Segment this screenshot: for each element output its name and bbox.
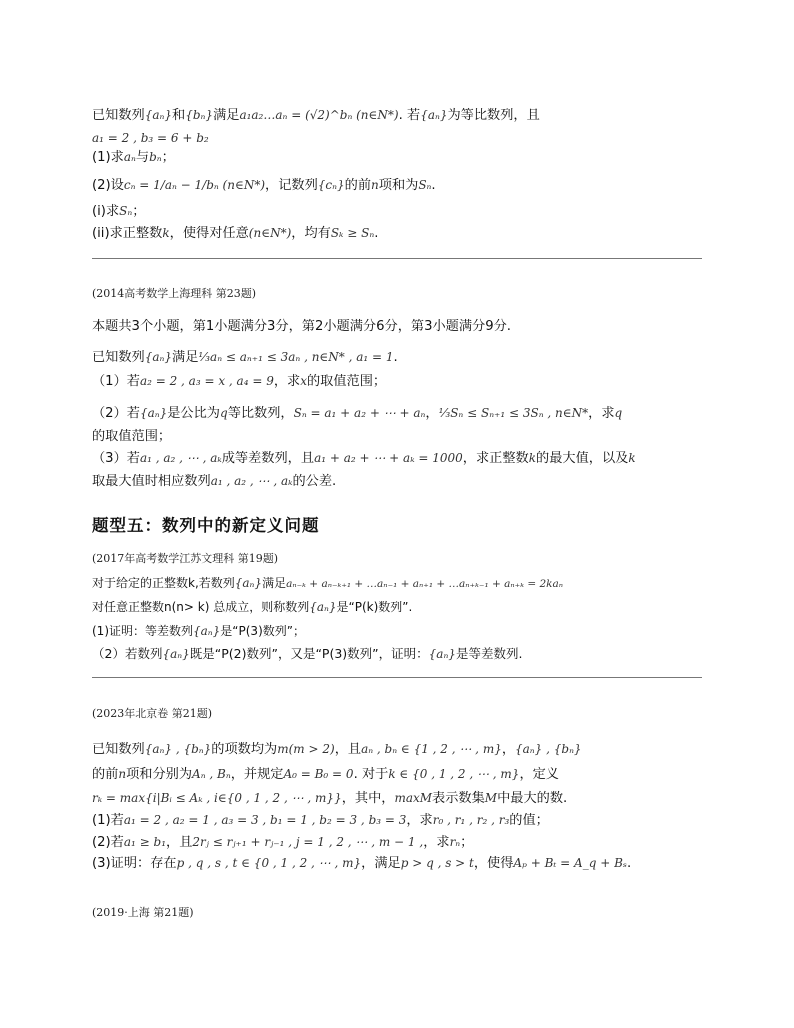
p3-line2: 对任意正整数n(n> k) 总成立，则称数列{aₙ}是“P(k)数列”. (92, 600, 413, 614)
p3-line1: 对于给定的正整数k,若数列{aₙ}满足aₙ₋ₖ + aₙ₋ₖ₊₁ + …aₙ₋₁ + aₙ₊₁ + …aₙ₊ₖ₋₁ + aₙ₊ₖ = 2kaₙ (92, 576, 564, 590)
p2-line4: （2）若{aₙ}是公比为q等比数列，Sₙ = a₁ + a₂ + ⋯ + aₙ，⅓Sₙ ≤ Sₙ₊₁ ≤ 3Sₙ , n∈N*，求q (92, 406, 623, 421)
p3-source: (2017年高考数学江苏文理科 第19题) (92, 552, 279, 565)
p2-line2: 已知数列{aₙ}满足⅓aₙ ≤ aₙ₊₁ ≤ 3aₙ , n∈N* , a₁ = 1. (92, 350, 398, 365)
p1-line3: (1)求aₙ与bₙ； (92, 150, 175, 165)
p1-line6: (ii)求正整数k，使得对任意(n∈N*)，均有Sₖ ≥ Sₙ. (92, 226, 379, 241)
p5-source: (2019·上海 第21题) (92, 906, 194, 919)
p2-line3: （1）若a₂ = 2 , a₃ = x , a₄ = 9，求x的取值范围； (92, 374, 387, 389)
p2-line7: 取最大值时相应数列a₁ , a₂ , ⋯ , aₖ的公差. (92, 474, 337, 489)
p3-line4: （2）若数列{aₙ}既是“P(2)数列”，又是“P(3)数列”，证明：{aₙ}是等差数列. (92, 646, 523, 661)
p2-line6: （3）若a₁ , a₂ , ⋯ , aₖ成等差数列，且a₁ + a₂ + ⋯ + aₖ = 1000，求正整数k的最大值，以及k (92, 451, 636, 466)
p1-line4: (2)设cₙ = 1/aₙ − 1/bₙ (n∈N*)，记数列{cₙ}的前n项和为Sₙ. (92, 178, 436, 193)
p4-line2: 的前n项和分别为Aₙ , Bₙ，并规定A₀ = B₀ = 0. 对于k ∈ {0 , 1 , 2 , ⋯ , m}，定义 (92, 767, 559, 782)
divider (92, 258, 702, 259)
divider (92, 677, 702, 678)
p1-line1: 已知数列{aₙ}和{bₙ}满足a₁a₂…aₙ = (√2)^bₙ (n∈N*). 若{aₙ}为等比数列，且 (92, 108, 540, 123)
p4-line1: 已知数列{aₙ} , {bₙ}的项数均为m(m > 2)，且aₙ , bₙ ∈ {1 , 2 , ⋯ , m}，{aₙ} , {bₙ} (92, 742, 582, 757)
p4-line6: (3)证明：存在p , q , s , t ∈ {0 , 1 , 2 , ⋯ , m}，满足p > q , s > t，使得Aₚ + Bₜ = A_q + Bₛ. (92, 856, 632, 871)
p4-source: (2023年北京卷 第21题) (92, 707, 213, 720)
p4-line3: rₖ = max{i|Bᵢ ≤ Aₖ , i∈{0 , 1 , 2 , ⋯ , m}}，其中，maxM表示数集M中最大的数. (92, 791, 568, 806)
section-heading: 题型五：数列中的新定义问题 (92, 516, 320, 535)
p4-line5: (2)若a₁ ≥ b₁，且2rⱼ ≤ rⱼ₊₁ + rⱼ₋₁ , j = 1 , 2 , ⋯ , m − 1 ,，求rₙ； (92, 835, 474, 850)
p1-line5: (i)求Sₙ； (92, 204, 146, 219)
p3-line3: (1)证明：等差数列{aₙ}是“P(3)数列”； (92, 624, 305, 638)
p2-line1: 本题共3个小题，第1小题满分3分，第2小题满分6分，第3小题满分9分. (92, 319, 511, 334)
p4-line4: (1)若a₁ = 2 , a₂ = 1 , a₃ = 3 , b₁ = 1 , b₂ = 3 , b₃ = 3，求r₀ , r₁ , r₂ , r₃的值； (92, 813, 549, 828)
p1-line2: a₁ = 2 , b₃ = 6 + b₂ (92, 131, 209, 145)
p2-line5: 的取值范围； (92, 429, 172, 444)
p2-source: (2014高考数学上海理科 第23题) (92, 287, 257, 300)
